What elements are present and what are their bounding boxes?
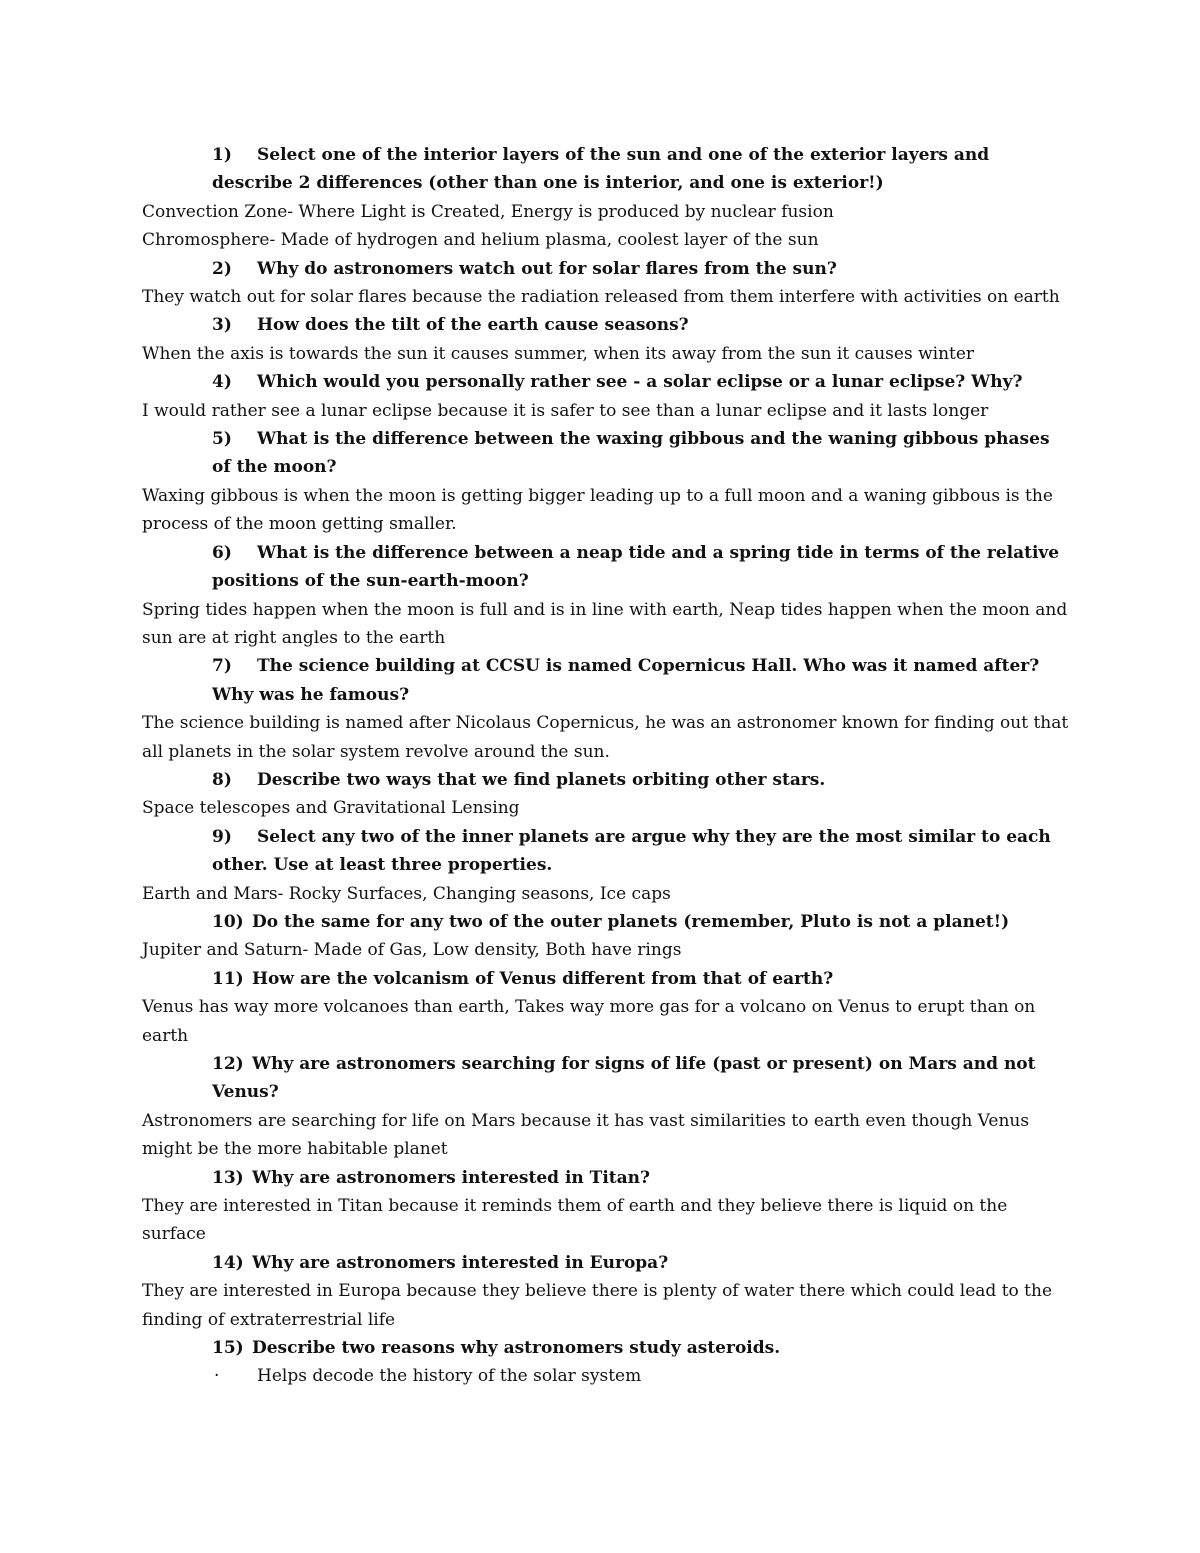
question-12: 12) Why are astronomers searching for signs of life (past or present) on Mars and not Venus?: [142, 1050, 1072, 1107]
question-11: 11) How are the volcanism of Venus different from that of earth?: [142, 965, 1072, 993]
answer-line: They watch out for solar flares because the radiation released from them interfere with activities on earth: [142, 287, 1060, 308]
answer-line: Jupiter and Saturn- Made of Gas, Low density, Both have rings: [142, 940, 682, 961]
question-text: What is the difference between a neap tide and a spring tide in terms of the relative positions of the sun-earth-moon?: [212, 542, 1060, 592]
question-text: How are the volcanism of Venus different from that of earth?: [252, 968, 834, 989]
question-5: 5) What is the difference between the waxing gibbous and the waning gibbous phases of the moon?: [142, 425, 1072, 482]
question-7: 7) The science building at CCSU is named Copernicus Hall. Who was it named after? Why was he famous?: [142, 652, 1072, 709]
question-9: 9) Select any two of the inner planets are argue why they are the most similar to each other. Use at least three properties.: [142, 823, 1072, 880]
question-text: What is the difference between the waxing gibbous and the waning gibbous phases of the moon?: [212, 429, 1050, 478]
answer-line: When the axis is towards the sun it causes summer, when its away from the sun it causes winter: [142, 343, 975, 364]
answer-line: Spring tides happen when the moon is full and is in line with earth, Neap tides happen when the moon and sun are at right angles to the earth: [142, 599, 1068, 648]
question-2: 2) Why do astronomers watch out for solar flares from the sun?: [142, 255, 1072, 283]
question-text: Select one of the interior layers of the sun and one of the exterior layers and describe 2 differences (other than one is interior, and one is exterior!): [212, 145, 990, 194]
answer-line: Space telescopes and Gravitational Lensing: [142, 798, 520, 819]
question-1: 1) Select one of the interior layers of the sun and one of the exterior layers and describe 2 differences (other than one is interior, and one is exterior!): [142, 141, 1072, 198]
answer-line: They are interested in Titan because it reminds them of earth and they believe there is liquid on the surface: [142, 1196, 1008, 1245]
answer-line: Astronomers are searching for life on Mars because it has vast similarities to earth even though Venus might be the more habitable planet: [142, 1110, 1030, 1160]
question-text: Why are astronomers searching for signs of life (past or present) on Mars and not Venus?: [212, 1054, 1036, 1103]
answer-line: The science building is named after Nicolaus Copernicus, he was an astronomer known for finding out that all planets in the solar system revolve around the sun.: [142, 713, 1069, 762]
answer-line: They are interested in Europa because they believe there is plenty of water there which could lead to the finding of extraterrestrial life: [142, 1281, 1053, 1330]
question-text: Select any two of the inner planets are argue why they are the most similar to each other. Use at least three properties.: [212, 826, 1051, 876]
question-10: 10) Do the same for any two of the outer planets (remember, Pluto is not a planet!): [142, 908, 1072, 936]
question-text: Do the same for any two of the outer planets (remember, Pluto is not a planet!): [252, 911, 1010, 932]
bullet-item: [142, 1362, 1072, 1390]
question-15: 15) Describe two reasons why astronomers study asteroids.: [142, 1334, 1072, 1362]
question-8: 8) Describe two ways that we find planets orbiting other stars.: [142, 766, 1072, 794]
question-4: 4) Which would you personally rather see - a solar eclipse or a lunar eclipse? Why?: [142, 368, 1072, 396]
question-text: Describe two ways that we find planets orbiting other stars.: [257, 769, 826, 790]
question-list: [142, 141, 1072, 1391]
answer-line: Earth and Mars- Rocky Surfaces, Changing seasons, Ice caps: [142, 883, 671, 904]
bullet-text: Helps decode the history of the solar system: [257, 1366, 642, 1387]
question-3: 3) How does the tilt of the earth cause seasons?: [142, 311, 1072, 339]
question-text: Why do astronomers watch out for solar flares from the sun?: [257, 258, 837, 279]
question-14: 14) Why are astronomers interested in Europa?: [142, 1249, 1072, 1277]
question-text: Why are astronomers interested in Europa?: [252, 1252, 669, 1273]
question-text: The science building at CCSU is named Copernicus Hall. Who was it named after? Why was he famous?: [212, 656, 1040, 705]
answer-line: I would rather see a lunar eclipse because it is safer to see than a lunar eclipse and it lasts longer: [142, 400, 989, 421]
question-text: Describe two reasons why astronomers study asteroids.: [252, 1338, 781, 1359]
answer-line: Venus has way more volcanoes than earth, Takes way more gas for a volcano on Venus to erupt than on earth: [142, 997, 1036, 1046]
question-text: Which would you personally rather see - a solar eclipse or a lunar eclipse? Why?: [257, 372, 1023, 393]
bullet-icon: ·: [214, 1366, 220, 1387]
question-6: 6) What is the difference between a neap tide and a spring tide in terms of the relative positions of the sun-earth-moon?: [142, 539, 1072, 596]
question-text: Why are astronomers interested in Titan?: [252, 1167, 650, 1188]
answer-line: Chromosphere- Made of hydrogen and helium plasma, coolest layer of the sun: [142, 230, 819, 251]
answer-line: Convection Zone- Where Light is Created, Energy is produced by nuclear fusion: [142, 201, 834, 222]
question-13: 13) Why are astronomers interested in Titan?: [142, 1164, 1072, 1192]
question-text: How does the tilt of the earth cause seasons?: [257, 315, 689, 336]
answer-line: Waxing gibbous is when the moon is getting bigger leading up to a full moon and a waning gibbous is the process of the moon getting smaller.: [142, 485, 1053, 535]
